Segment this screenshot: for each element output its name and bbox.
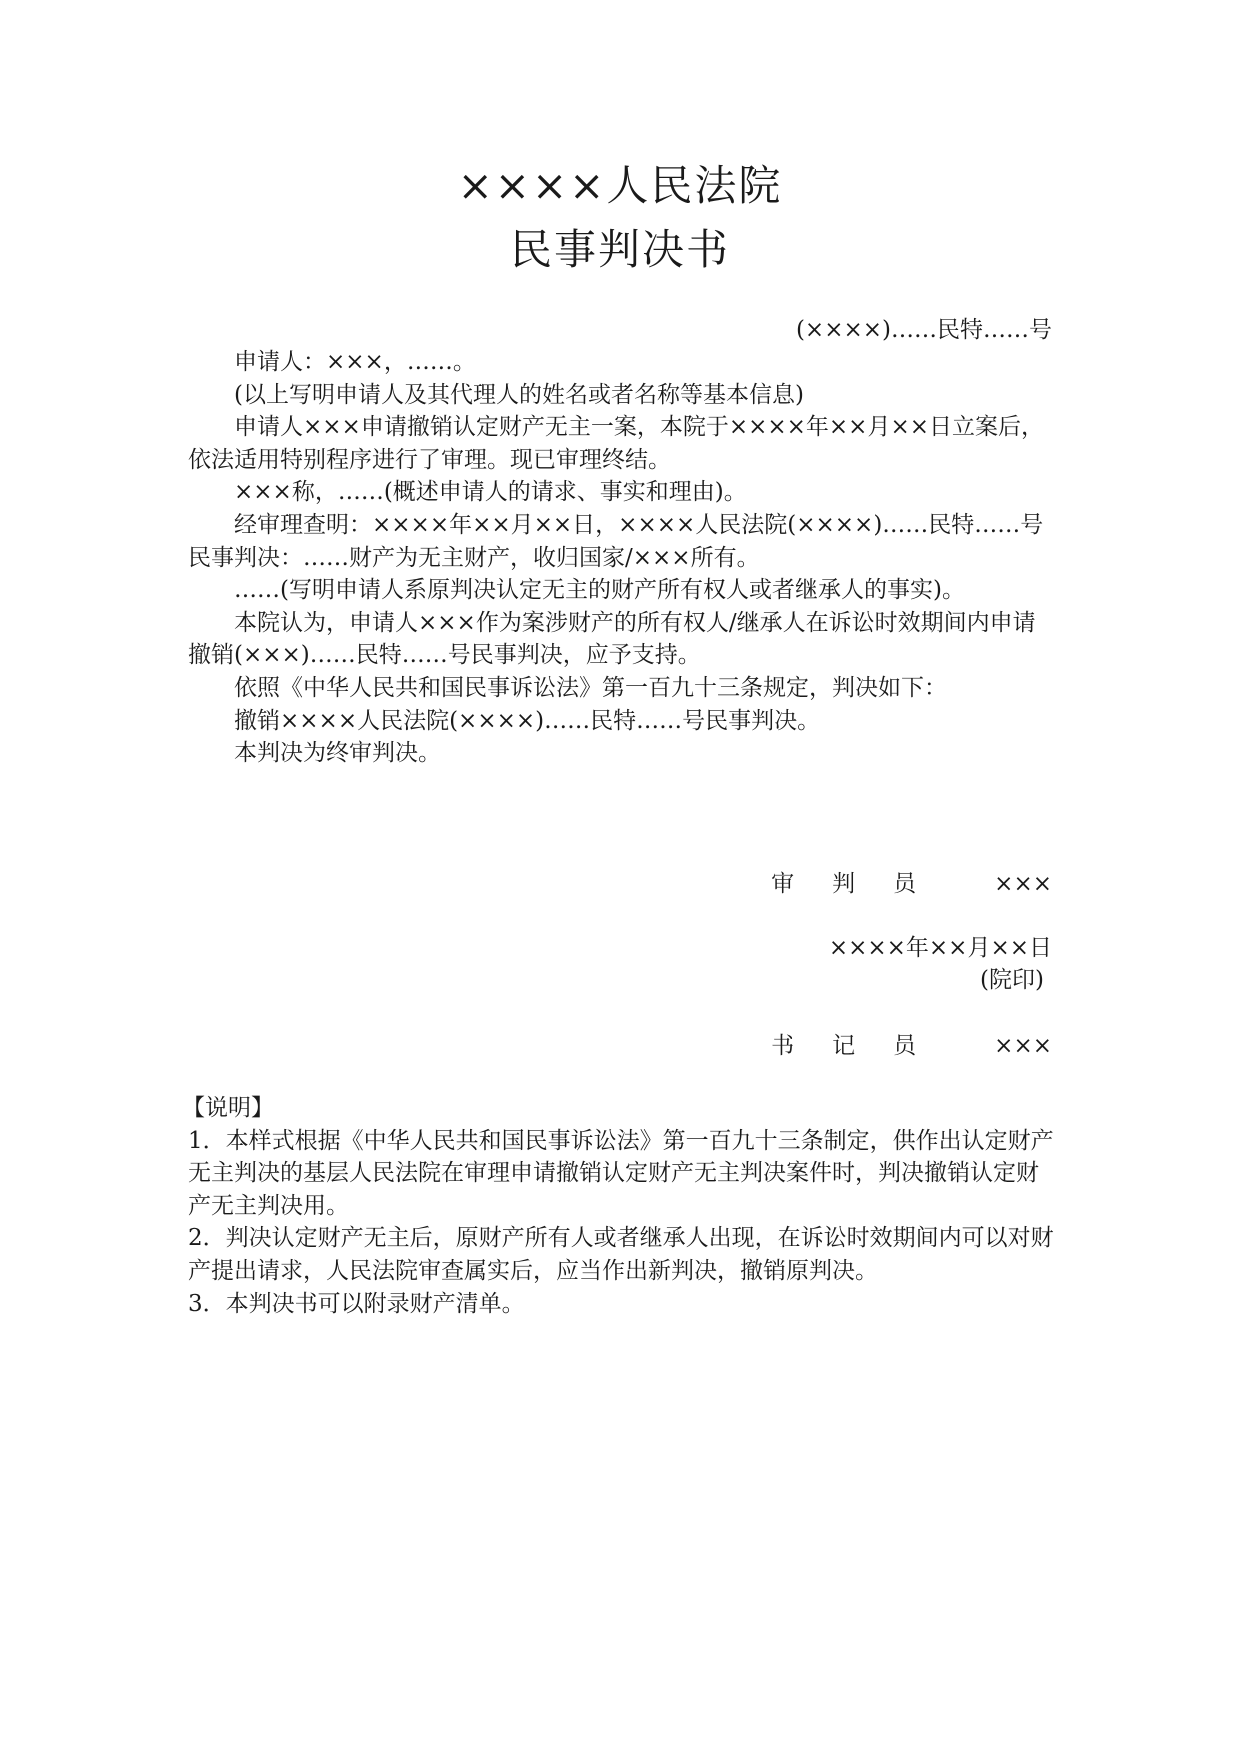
applicant-facts-paragraph: ……(写明申请人系原判决认定无主的财产所有权人或者继承人的事实)。 xyxy=(234,577,965,604)
clerk-name: ××× xyxy=(994,1033,1052,1059)
court-seal-note: (院印) xyxy=(980,967,1044,993)
clerk-signature xyxy=(771,1030,1052,1062)
ruling-paragraph: 撤销××××人民法院(××××)……民特……号民事判决。 xyxy=(234,707,821,734)
judge-name: ××× xyxy=(994,871,1052,897)
clerk-role: 书记员 xyxy=(771,1033,955,1059)
document-title: 民事判决书 xyxy=(509,225,730,274)
applicant-claim-paragraph: ×××称，……(概述申请人的请求、事实和理由)。 xyxy=(234,479,747,506)
note-item: 3．本判决书可以附录财产清单。 xyxy=(188,1290,525,1317)
finality-paragraph: 本判决为终审判决。 xyxy=(234,740,441,767)
case-number: (××××)……民特……号 xyxy=(795,317,1052,343)
notes-heading: 【说明】 xyxy=(182,1095,274,1121)
court-name: ××××人民法院 xyxy=(457,161,783,210)
case-filing-paragraph: 申请人×××申请撤销认定财产无主一案，本院于××××年××月××日立案后，依法适用特别程序进行了审理。现已审理终结。 xyxy=(188,414,1044,473)
court-opinion-paragraph: 本院认为，申请人×××作为案涉财产的所有权人/继承人在诉讼时效期间内申请撤销(×××)……民特……号民事判决，应予支持。 xyxy=(188,609,1036,669)
note-item: 2．判决认定财产无主后，原财产所有人或者继承人出现，在诉讼时效期间内可以对财产提出请求，人民法院审查属实后，应当作出新判决，撤销原判决。 xyxy=(188,1225,1054,1284)
judgment-date: ××××年××月××日 xyxy=(828,935,1052,961)
facts-found-paragraph: 经审理查明：××××年××月××日，××××人民法院(××××)……民特……号民事判决：……财产为无主财产，收归国家/×××所有。 xyxy=(188,511,1044,571)
judge-role: 审判员 xyxy=(771,871,955,897)
judge-signature xyxy=(771,868,1052,900)
note-item: 1．本样式根据《中华人民共和国民事诉讼法》第一百九十三条制定，供作出认定财产无主判决的基层人民法院在审理申请撤销认定财产无主判决案件时，判决撤销认定财产无主判决用。 xyxy=(188,1127,1054,1219)
notes-section xyxy=(182,1092,1058,1320)
applicant-info-note: (以上写明申请人及其代理人的姓名或者名称等基本信息) xyxy=(234,381,804,408)
judgment-body xyxy=(188,346,1058,770)
legal-basis-paragraph: 依照《中华人民共和国民事诉讼法》第一百九十三条规定，判决如下： xyxy=(234,674,947,701)
applicant-line: 申请人：×××，……。 xyxy=(234,349,476,375)
